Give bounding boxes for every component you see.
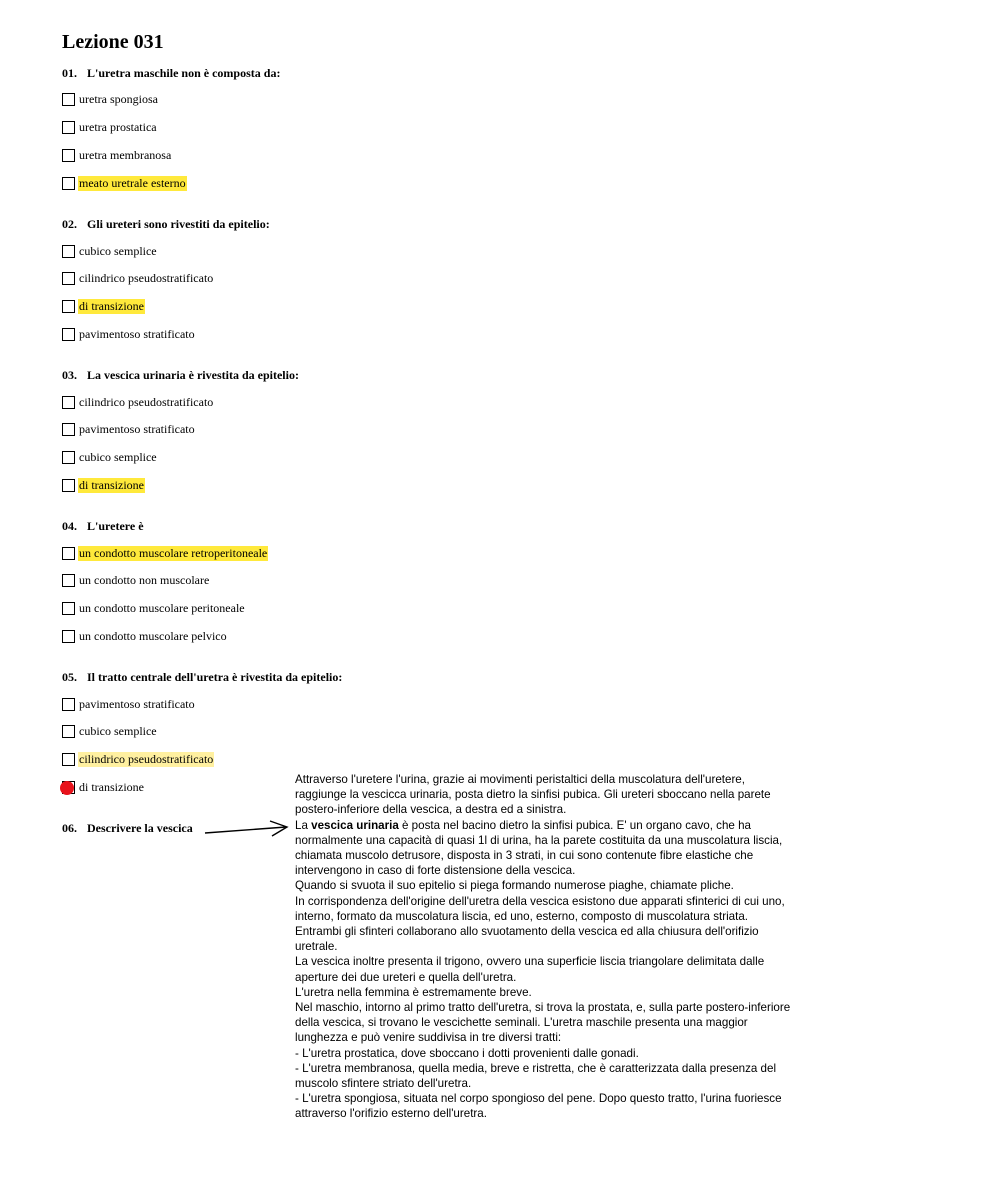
question-text: Gli ureteri sono rivestiti da epitelio: [87, 217, 270, 231]
option-label: cubico semplice [79, 449, 157, 464]
checkbox[interactable] [62, 300, 75, 313]
option-label: cilindrico pseudostratificato [79, 394, 214, 409]
checkbox[interactable] [62, 121, 75, 134]
option-label-highlighted: di transizione [79, 298, 144, 313]
checkbox[interactable] [62, 725, 75, 738]
question-06 [62, 821, 193, 835]
red-mark-dot [60, 781, 74, 795]
question-text: L'uretra maschile non è composta da: [87, 66, 281, 80]
option-label: uretra prostatica [79, 119, 157, 134]
option-q1-c[interactable] [62, 147, 172, 163]
checkbox[interactable] [62, 451, 75, 464]
option-label-highlighted: un condotto muscolare retroperitoneale [79, 545, 268, 560]
question-number: 03. [62, 368, 77, 382]
option-label: cubico semplice [79, 723, 157, 738]
checkbox[interactable] [62, 479, 75, 492]
option-q2-a[interactable] [62, 243, 158, 259]
checkbox[interactable] [62, 177, 75, 190]
answer-paragraph: In corrispondenza dell'origine dell'uretra della vescica esistono due apparati sfinterici di cui uno, interno, formato da muscolatura liscia, ed uno, esterno, composto di muscolatura striata. Entrambi gli sfinteri collaborano allo svuotamento della vescica ed alla chiusura dell'orifizio uretrale. [295, 894, 785, 954]
option-label: uretra spongiosa [79, 91, 158, 106]
answer-paragraph: L'uretra nella femmina è estremamente breve. [295, 985, 532, 999]
answer-paragraph: - L'uretra spongiosa, situata nel corpo spongioso del pene. Dopo questo tratto, l'urina fuoriesce attraverso l'orifizio esterno dell'uretra. [295, 1092, 782, 1121]
answer-paragraph: Attraverso l'uretere l'urina, grazie ai movimenti peristaltici della muscolatura dell'uretere, raggiunge la vescicca urinaria, posta dietro la sinfisi pubica. Gli ureteri sboccano nella parete postero-inferiore della vescica, a destra ed a sinistra. [295, 773, 771, 817]
checkbox[interactable] [62, 630, 75, 643]
option-q5-a[interactable] [62, 696, 196, 712]
option-label-highlighted: cilindrico pseudostratificato [79, 751, 214, 766]
question-number: 01. [62, 66, 77, 80]
question-number: 04. [62, 519, 77, 533]
option-q3-c[interactable] [62, 449, 158, 465]
option-label-highlighted: meato uretrale esterno [79, 175, 186, 190]
option-label-highlighted: di transizione [79, 477, 144, 492]
question-number: 06. [62, 821, 77, 835]
option-q3-a[interactable] [62, 394, 214, 410]
answer-paragraph: Nel maschio, intorno al primo tratto dell'uretra, si trova la prostata, e, sulla parte postero-inferiore della vescica, si trovano le vescichette seminali. L'uretra maschile presenta una maggior lunghezza e può venire suddivisa in tre diversi tratti: [295, 1001, 791, 1045]
answer-paragraph: La vescica inoltre presenta il trigono, ovvero una superficie liscia triangolare delimitata dalle aperture dei due ureteri e quella dell'uretra. [295, 955, 765, 984]
question-text: L'uretere è [87, 519, 144, 533]
option-q4-a[interactable] [62, 545, 268, 561]
question-text: Descrivere la vescica [87, 821, 193, 835]
question-05 [62, 670, 342, 684]
question-text: Il tratto centrale dell'uretra è rivestita da epitelio: [87, 670, 343, 684]
option-q2-d[interactable] [62, 326, 196, 342]
checkbox[interactable] [62, 602, 75, 615]
option-q1-a[interactable] [62, 91, 159, 107]
option-q4-b[interactable] [62, 572, 210, 588]
page-title: Lezione 031 [62, 31, 164, 53]
option-label: di transizione [79, 779, 144, 794]
checkbox[interactable] [62, 149, 75, 162]
option-q5-c[interactable] [62, 751, 214, 767]
option-q1-d[interactable] [62, 175, 187, 191]
option-q5-d[interactable] [62, 779, 145, 795]
checkbox[interactable] [62, 574, 75, 587]
option-q3-b[interactable] [62, 421, 196, 437]
checkbox[interactable] [62, 423, 75, 436]
checkbox[interactable] [62, 328, 75, 341]
option-label: un condotto non muscolare [79, 572, 210, 587]
question-number: 02. [62, 217, 77, 231]
option-label: pavimentoso stratificato [79, 421, 195, 436]
question-text: La vescica urinaria è rivestita da epitelio: [87, 368, 299, 382]
answer-paragraph: - L'uretra prostatica, dove sboccano i dotti provenienti dalle gonadi. [295, 1046, 639, 1060]
answer-bold-term: vescica urinaria [311, 818, 399, 832]
option-label: uretra membranosa [79, 147, 172, 162]
option-label: pavimentoso stratificato [79, 696, 195, 711]
arrow-icon [200, 818, 295, 840]
option-label: un condotto muscolare peritoneale [79, 600, 245, 615]
option-label: cilindrico pseudostratificato [79, 270, 214, 285]
checkbox[interactable] [62, 753, 75, 766]
answer-paragraph: Quando si svuota il suo epitelio si piega formando numerose piaghe, chiamate pliche. [295, 879, 734, 893]
question-03 [62, 368, 299, 382]
option-q4-d[interactable] [62, 628, 228, 644]
question-01 [62, 66, 280, 80]
answer-text-block [295, 772, 795, 1122]
option-q2-b[interactable] [62, 270, 214, 286]
question-04 [62, 519, 144, 533]
option-label: cubico semplice [79, 243, 157, 258]
option-q1-b[interactable] [62, 119, 158, 135]
checkbox[interactable] [62, 698, 75, 711]
option-q3-d[interactable] [62, 477, 145, 493]
question-02 [62, 217, 270, 231]
checkbox[interactable] [62, 547, 75, 560]
option-label: un condotto muscolare pelvico [79, 628, 227, 643]
checkbox[interactable] [62, 93, 75, 106]
answer-paragraph: - L'uretra membranosa, quella media, breve e ristretta, che è caratterizzata dalla presenza del muscolo sfintere striato dell'uretra. [295, 1061, 777, 1091]
checkbox[interactable] [62, 245, 75, 258]
option-q2-c[interactable] [62, 298, 145, 314]
option-q5-b[interactable] [62, 723, 158, 739]
question-number: 05. [62, 670, 77, 684]
option-label: pavimentoso stratificato [79, 326, 195, 341]
checkbox[interactable] [62, 272, 75, 285]
answer-paragraph: La vescica urinaria è posta nel bacino dietro la sinfisi pubica. E' un organo cavo, che ha normalmente una capacità di quasi 1l di urina, ha la parete costituita da una muscolatura liscia, chiamata muscolo detrusore, disposta in 3 strati, in cui sono contenute fibre elastiche che intervengono in caso di forte distensione della vescica. [295, 818, 783, 878]
checkbox[interactable] [62, 396, 75, 409]
option-q4-c[interactable] [62, 600, 246, 616]
